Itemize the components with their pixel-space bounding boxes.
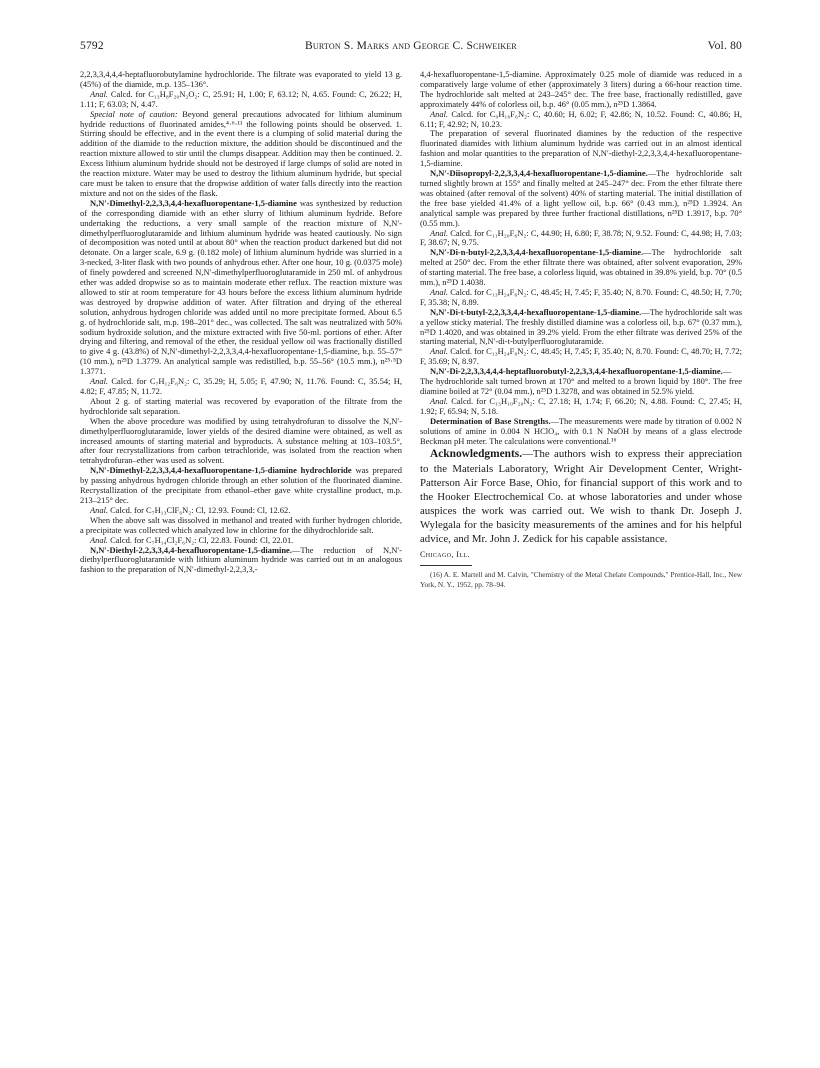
paragraph (420, 417, 742, 447)
affiliation-city: Chicago, Ill. (420, 550, 470, 560)
paragraph (420, 347, 742, 367)
italic-lead: Anal. (430, 395, 449, 406)
acknowledgments-paragraph (420, 447, 742, 546)
paragraph (80, 199, 402, 377)
paragraph-text: —The reduction of N,N′-diethylperfluoroglutaramide with lithium aluminum hydride was carried out in an analogous fashion to the preparation of N,N′-dimethyl-2,2,3,3,- (80, 544, 402, 575)
page-header (80, 40, 742, 56)
compound-heading: N,N′-Dimethyl-2,2,3,3,4,4-hexafluoropentane-1,5-diamine (90, 197, 297, 208)
paragraph-text: Calcd. for C₇H₁₃ClF₆N₂: Cl, 12.93. Found: Cl, 12.62. (108, 504, 291, 515)
paragraph-text: —The hydrochloride salt melted at 250° dec. From the ether filtrate there was obtained, after solvent evaporation, 29% of starting material. The free base, a colorless liquid, was obtained in 39.8% yield, b.p. 70° (0.5 mm.), n²⁵D 1.4038. (420, 247, 742, 288)
paragraph-text: Calcd. for C₉H₁₆F₆N₂: C, 40.60; H, 6.02; F, 42.86; N, 10.52. Found: C, 40.86; H, 6.11; F, 42.92; N, 10.23. (420, 108, 742, 129)
paragraph-text: Calcd. for C₁₃H₂₄F₆N₂: C, 48.45; H, 7.45; F, 35.40; N, 8.70. Found: C, 48.50; H, 7.70; F, 35.38; N, 8.89. (420, 286, 742, 307)
volume-label: Vol. 80 (707, 40, 742, 52)
paragraph-text: 4,4-hexafluoropentane-1,5-diamine. Approximately 0.25 mole of diamide was reduced in a comparatively large volume of ether (approximately 3 liters) during a 66-hour reaction time. The hydrochloride salt melted at 243–245° dec. The free base, fractionally redistilled, gave approximately 44% of colorless oil, b.p. 46° (0.05 mm.), n²⁵D 1.3864. (420, 69, 742, 109)
paragraph-text: —The measurements were made by titration of 0.002 N solutions of amine in 0.004 N HClO₄, with 0.1 N NaOH by means of a glass electrode Beckman pH meter. The calculations were conventional.¹⁶ (420, 415, 742, 446)
running-title: Burton S. Marks and George C. Schweiker (305, 40, 517, 52)
paragraph (80, 417, 402, 467)
paragraph-text: Calcd. for C₁₃H₂₄F₆N₂: C, 48.45; H, 7.45; F, 35.40; N, 8.70. Found: C, 48.70; H, 7.72; F, 35.69; N, 8.97. (420, 346, 742, 367)
paragraph-text: When the above procedure was modified by using tetrahydrofuran to dissolve the N,N′-dimethylperfluoroglutaramide, lower yields of the desired diamine were obtained, as well as increased amounts of starting material and byproducts. A substance melting at 103–103.5°, after four recrystallizations from carbon tetrachloride, was isolated from the reaction when tetrahydrofuran–ether was used as solvent. (80, 415, 402, 466)
paragraph-text: —The hydrochloride salt turned brown at 170° and melted to a brown liquid by 180°. The free diamine boiled at 72° (0.04 mm.), n²⁵D 1.3278, and was obtained in 52.5% yield. (420, 366, 742, 396)
compound-heading: N,N′-Di-2,2,3,3,4,4,4-heptafluorobutyl-2,2,3,3,4,4-hexafluoropentane-1,5-diamine. (430, 366, 723, 377)
paragraph (420, 397, 742, 417)
compound-heading: N,N′-Di-t-butyl-2,2,3,3,4,4-hexafluoropentane-1,5-diamine. (430, 306, 642, 317)
compound-heading: N,N′-Diethyl-2,2,3,3,4,4-hexafluoropentane-1,5-diamine. (90, 544, 292, 555)
right-column-paragraphs (420, 70, 742, 446)
paragraph (420, 169, 742, 228)
italic-lead: Anal. (90, 88, 109, 99)
paragraph (80, 466, 402, 506)
italic-lead: Anal. (430, 286, 449, 297)
paragraph-text: was prepared by passing anhydrous hydrogen chloride through an ether solution of the fluorinated diamine. Recrystallization of the precipitate from ethanol–ether gave white crystalline product, m.p. 213–215° dec. (80, 465, 402, 505)
paragraph-text: Calcd. for C₁₁H₂₀F₆N₂: C, 44.90; H, 6.80; F, 38.78; N, 9.52. Found: C, 44.98; H, 7.03; F, 38.67; N, 9.75. (420, 227, 742, 248)
paragraph-text: About 2 g. of starting material was recovered by evaporation of the filtrate from the hydrochloride salt separation. (80, 395, 402, 416)
paragraph-text: Calcd. for C₇H₁₂F₆N₂: C, 35.29; H, 5.05; F, 47.90; N, 11.76. Found: C, 35.54; H, 4.82; F, 47.85; N, 11.72. (80, 376, 402, 396)
paragraph-text: When the above salt was dissolved in methanol and treated with further hydrogen chloride, a precipitate was collected which analyzed low in chlorine for the dihydrochloride salt. (80, 514, 402, 535)
acknowledgments-text: —The authors wish to express their appreciation to the Materials Laboratory, Wright Air Development Center, Wright-Patterson Air Force Base, Ohio, for financial support of this work and to the Hooker Electrochemical Co. at whose laboratories and under whose auspices the work was carried out. We wish to thank Dr. Joseph J. Wylegala for the basicity measurements of the amines and for his helpful advice, and Mr. John J. Zedick for his capable assistance. (420, 448, 742, 545)
paragraph (420, 308, 742, 348)
paragraph-text: —The hydrochloride salt was a yellow sticky material. The freshly distilled diamine was a colorless oil, b.p. 67° (0.37 mm.), n²⁵D 1.4020, and was obtained in 39.2% yield. From the ether filtrate was derived 25% of the starting material, N,N′-di-t-butylperfluoroglutaramide. (420, 306, 742, 347)
compound-heading: N,N′-Diisopropyl-2,2,3,3,4,4-hexafluoropentane-1,5-diamine. (430, 168, 648, 179)
paragraph (420, 70, 742, 110)
page-number: 5792 (80, 40, 104, 52)
italic-lead: Anal. (430, 108, 449, 119)
footnote-divider (420, 565, 472, 566)
italic-lead: Anal. (90, 504, 109, 515)
paragraph-text: Calcd. for C₇H₁₄Cl₂F₆N₂: Cl, 22.83. Found: Cl, 22.01. (108, 534, 294, 545)
footnote: (16) A. E. Martell and M. Calvin, "Chemistry of the Metal Chelate Compounds," Prentice-Hall, Inc., New York, N. Y., 1952, pp. 78–94. (420, 570, 742, 589)
italic-lead: Anal. (430, 227, 449, 238)
left-column (80, 70, 402, 575)
italic-lead: Anal. (90, 376, 109, 387)
paragraph-text: —The hydrochloride salt turned slightly brown at 155° and finally melted at 245–247° dec. From the ether filtrate there was obtained (after removal of the solvent) 40% of starting material. The initial distillation of the free base yielded 41.4% of a light yellow oil, b.p. 66° (0.43 mm.), n²⁵D 1.3924. An analytical sample was prepared by three further fractional distillations, n²⁵D 1.3917, b.p. 70° (0.55 mm.). (420, 168, 742, 228)
paragraph-text: Calcd. for C₁₃H₁₀F₂₀N₂: C, 27.18; H, 1.74; F, 66.20; N, 4.88. Found: C, 27.45; H, 1.92; F, 65.94; N, 5.18. (420, 395, 742, 416)
acknowledgments-heading: Acknowledgments. (430, 448, 523, 461)
compound-heading: N,N′-Dimethyl-2,2,3,3,4,4-hexafluoropentane-1,5-diamine hydrochloride (90, 465, 352, 476)
paragraph-text: The preparation of several fluorinated diamines by the reduction of the respective fluorinated diamides with lithium aluminum hydride was carried out in an almost identical fashion and molar quantities to the preparation of N,N′-diethyl-2,2,3,3,4,4-hexafluoropentane-1,5-diamine. (420, 128, 742, 169)
paragraph (80, 110, 402, 199)
compound-heading: Determination of Base Strengths. (430, 415, 551, 426)
paragraph (80, 70, 402, 90)
italic-lead: Anal. (430, 346, 449, 357)
paragraph (420, 288, 742, 308)
paragraph (420, 229, 742, 249)
paragraph (80, 397, 402, 417)
paragraph (80, 377, 402, 397)
paragraph (80, 516, 402, 536)
paragraph (80, 90, 402, 110)
paragraph-text: 2,2,3,3,4,4,4-heptafluorobutylamine hydrochloride. The filtrate was evaporated to yield 13 g. (45%) of the diamide, m.p. 135–136°. (80, 69, 402, 89)
paragraph-text: was synthesized by reduction of the corresponding diamide with an ether slurry of lithium aluminum hydride. Before undertaking the reductions, a very small sample of the reaction mixture of N,N′-dimethylperfluoroglutaramide and lithium aluminum hydride was heated cautiously. No sign of decomposition was noted until at about 80° when the reaction product darkened but did not detonate. On a larger scale, 6.9 g. (0.182 mole) of lithium aluminum hydride was slurried in a 3-necked, 3-liter flask with two pounds of anhydrous ether. After one hour, 10 g. (0.0375 mole) of finely powdered and screened N,N′-dimethylperfluoroglutaramide in 250 ml. of anhydrous ether was added dropwise so as to maintain moderate ether reflux. The reaction mixture was allowed to stir at room temperature for 43 hours before the excess lithium aluminum hydride was destroyed by dropwise addition of water. After filtration and drying of the ethereal solution, anhydrous hydrogen chloride was added until no more precipitate formed. About 6.5 g. of hydrochloride salt, m.p. 198–201° dec., was collected. The salt was neutralized with 50% sodium hydroxide solution, and the mixture extracted with five 50-ml. portions of ether. After drying and filtering, and removal of the ether, the residual yellow oil was fractionally distilled to give 4 g. (43.8%) of N,N′-dimethyl-2,2,3,3,4,4-hexafluoropentane-1,5-diamine, b.p. 55–57° (10 mm.), n²⁵D 1.3779. An analytical sample was redistilled, b.p. 55–56° (10.5 mm.), n²⁵·⁵D 1.3771. (80, 197, 402, 377)
italic-lead: Special note of caution: (90, 108, 178, 119)
compound-heading: N,N′-Di-n-butyl-2,2,3,3,4,4-hexafluoropentane-1,5-diamine. (430, 247, 644, 258)
paragraph (420, 110, 742, 130)
paragraph (420, 129, 742, 169)
paragraph-text: Calcd. for C₁₃H₈F₂₀N₂O₂: C, 25.91; H, 1.00; F, 63.12; N, 4.65. Found: C, 26.22; H, 1.11; F, 63.03; N, 4.47. (80, 88, 402, 109)
paragraph (80, 546, 402, 576)
paragraph-text: Beyond general precautions advocated for lithium aluminum hydride reductions of fluorinated amides,⁴·⁶·¹¹ the following points should be observed. 1. Stirring should be effective, and in the event there is a clumping of solid material during the addition of the diamide to the reduction mixture, the addition should be discontinued and the reaction mixture allowed to stir until the clumps disappear. Addition may then be continued. 2. Excess lithium aluminum hydride should not be destroyed if large clumps of solid are noted in the reaction mixture. Water may be used to destroy the lithium aluminum hydride, but special care must be taken to ensure that the dropwise addition of water falls directly into the reaction mixture and not on the sides of the flask. (80, 108, 402, 198)
paragraph (420, 248, 742, 288)
italic-lead: Anal. (90, 534, 109, 545)
paragraph (420, 367, 742, 397)
right-column (420, 70, 742, 589)
